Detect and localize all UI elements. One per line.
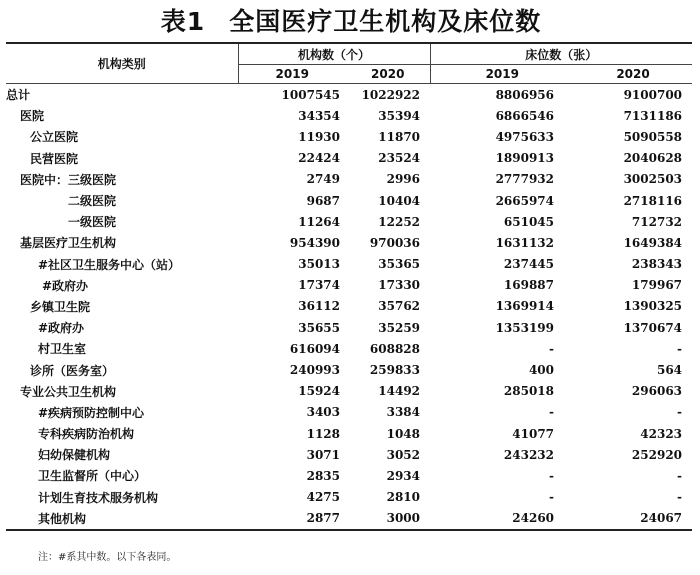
column-header-beds-2020: 2020 xyxy=(574,65,692,84)
table-row xyxy=(6,296,692,317)
cell-institutions-2020: 10404 xyxy=(378,193,421,208)
row-label: 公立医院 xyxy=(30,130,79,145)
cell-beds-2020: 2718116 xyxy=(623,193,683,208)
table-row xyxy=(6,465,692,486)
column-header-inst-2020: 2020 xyxy=(346,65,430,84)
table-row xyxy=(6,359,692,380)
cell-institutions-2019: 35655 xyxy=(298,320,340,335)
cell-beds-2019: 1369914 xyxy=(495,299,555,314)
cell-institutions-2019: 22424 xyxy=(298,151,340,166)
cell-beds-2020: 252920 xyxy=(631,447,683,462)
institutions-beds-table xyxy=(6,42,692,531)
table-row xyxy=(6,105,692,126)
cell-beds-2020: 712732 xyxy=(631,214,683,229)
cell-institutions-2020: 3052 xyxy=(386,447,421,462)
cell-institutions-2020: 14492 xyxy=(378,384,421,399)
cell-institutions-2019: 35013 xyxy=(298,257,340,272)
row-label: 基层医疗卫生机构 xyxy=(20,236,117,251)
footnote: 注：#系其中数。以下各表同。 xyxy=(38,552,177,563)
cell-institutions-2019: 4275 xyxy=(306,490,340,505)
table-number: 表1 xyxy=(160,7,206,36)
row-label: #疾病预防控制中心 xyxy=(38,405,145,420)
cell-institutions-2019: 34354 xyxy=(298,108,340,123)
cell-beds-2019: 1353199 xyxy=(495,320,555,335)
row-label: 一级医院 xyxy=(68,215,117,230)
table-title xyxy=(0,2,700,38)
cell-beds-2019: 651045 xyxy=(503,214,555,229)
cell-beds-2019: 1890913 xyxy=(495,151,555,166)
table-row xyxy=(6,148,692,169)
cell-beds-2019: 2777932 xyxy=(495,172,555,187)
cell-institutions-2020: 2810 xyxy=(386,490,421,505)
table-row xyxy=(6,487,692,508)
table-row xyxy=(6,317,692,338)
cell-institutions-2020: 23524 xyxy=(378,151,421,166)
table-row xyxy=(6,338,692,359)
row-label: 计划生育技术服务机构 xyxy=(38,490,159,505)
cell-beds-2020: - xyxy=(677,490,683,505)
row-label: 专科疾病防治机构 xyxy=(38,427,135,442)
column-header-inst-2019: 2019 xyxy=(238,65,346,84)
cell-beds-2019: - xyxy=(549,405,555,420)
cell-beds-2020: 238343 xyxy=(631,257,683,272)
cell-institutions-2020: 11870 xyxy=(378,129,421,144)
row-label: 医院 xyxy=(20,109,45,124)
row-label: 其他机构 xyxy=(6,508,238,530)
cell-beds-2019: - xyxy=(549,490,555,505)
cell-beds-2020: 7131186 xyxy=(623,108,683,123)
cell-institutions-2019: 9687 xyxy=(306,193,340,208)
cell-beds-2020: - xyxy=(677,405,683,420)
cell-institutions-2019: 3071 xyxy=(306,447,340,462)
row-label: #社区卫生服务中心（站） xyxy=(38,257,181,272)
row-label: 民营医院 xyxy=(30,151,79,166)
table-row xyxy=(6,211,692,232)
cell-beds-2019: 6866546 xyxy=(495,108,555,123)
cell-institutions-2020: 2996 xyxy=(386,172,421,187)
cell-beds-2020: - xyxy=(677,468,683,483)
table-row xyxy=(6,169,692,190)
cell-beds-2019: - xyxy=(549,341,555,356)
cell-institutions-2020: 35394 xyxy=(378,108,421,123)
cell-institutions-2019: 954390 xyxy=(289,235,340,250)
table-row xyxy=(6,444,692,465)
cell-institutions-2019: 2749 xyxy=(306,172,340,187)
cell-institutions-2019: 11930 xyxy=(298,129,340,144)
table-row xyxy=(6,126,692,147)
cell-institutions-2019: 2877 xyxy=(238,508,346,530)
cell-beds-2019: 41077 xyxy=(512,426,555,441)
cell-beds-2020: 42323 xyxy=(640,426,683,441)
cell-beds-2019: - xyxy=(549,468,555,483)
table-body xyxy=(6,84,692,530)
table-row xyxy=(6,232,692,253)
row-label: 卫生监督所（中心） xyxy=(38,469,147,484)
cell-beds-2020: 1649384 xyxy=(623,235,683,250)
row-label: #政府办 xyxy=(38,321,85,336)
cell-institutions-2020: 970036 xyxy=(369,235,421,250)
cell-institutions-2020: 2934 xyxy=(386,468,421,483)
cell-beds-2020: 179967 xyxy=(631,278,683,293)
cell-institutions-2020: 35365 xyxy=(378,257,421,272)
row-label: 村卫生室 xyxy=(38,342,87,357)
cell-institutions-2020: 35259 xyxy=(378,320,421,335)
row-label: 医院中：三级医院 xyxy=(20,172,117,187)
table-title-text: 全国医疗卫生机构及床位数 xyxy=(229,7,542,36)
table-row xyxy=(6,254,692,275)
row-label: 专业公共卫生机构 xyxy=(20,384,117,399)
cell-beds-2020: 564 xyxy=(656,363,683,378)
cell-institutions-2019: 2835 xyxy=(306,468,340,483)
cell-institutions-2019: 15924 xyxy=(298,384,340,399)
cell-institutions-2019: 17374 xyxy=(298,278,340,293)
row-label: 诊所（医务室） xyxy=(30,363,115,378)
cell-beds-2020: 1370674 xyxy=(623,320,683,335)
cell-institutions-2019: 240993 xyxy=(289,363,340,378)
column-group-beds: 床位数（张） xyxy=(430,43,692,65)
row-label: 妇幼保健机构 xyxy=(38,448,111,463)
table-row xyxy=(6,508,692,530)
cell-beds-2020: 296063 xyxy=(631,384,683,399)
cell-beds-2019: 24260 xyxy=(430,508,574,530)
column-group-institutions: 机构数（个） xyxy=(238,43,430,65)
table-row xyxy=(6,84,692,106)
cell-beds-2020: 5090558 xyxy=(623,129,683,144)
table-row xyxy=(6,190,692,211)
cell-beds-2020: 9100700 xyxy=(623,87,683,102)
cell-institutions-2019: 36112 xyxy=(298,299,340,314)
table-row xyxy=(6,402,692,423)
cell-beds-2019: 243232 xyxy=(503,447,555,462)
cell-beds-2020: - xyxy=(677,341,683,356)
table-row xyxy=(6,423,692,444)
row-label: #政府办 xyxy=(42,278,89,293)
cell-institutions-2019: 616094 xyxy=(289,341,340,356)
cell-institutions-2020: 608828 xyxy=(369,341,421,356)
cell-beds-2019: 237445 xyxy=(503,257,555,272)
cell-beds-2019: 2665974 xyxy=(495,193,555,208)
cell-beds-2019: 4975633 xyxy=(495,129,555,144)
cell-beds-2020: 24067 xyxy=(574,508,692,530)
cell-beds-2020: 3002503 xyxy=(623,172,683,187)
row-label: 总计 xyxy=(6,88,31,103)
cell-institutions-2020: 3384 xyxy=(386,405,421,420)
table-row xyxy=(6,381,692,402)
cell-beds-2019: 1631132 xyxy=(495,235,555,250)
cell-beds-2019: 8806956 xyxy=(495,87,555,102)
cell-institutions-2019: 1007545 xyxy=(281,87,340,102)
row-label: 二级医院 xyxy=(68,194,117,209)
cell-institutions-2019: 3403 xyxy=(306,405,340,420)
cell-institutions-2020: 1022922 xyxy=(361,87,421,102)
cell-beds-2020: 2040628 xyxy=(623,151,683,166)
cell-institutions-2020: 1048 xyxy=(386,426,421,441)
cell-institutions-2019: 1128 xyxy=(306,426,340,441)
row-label: 乡镇卫生院 xyxy=(30,299,91,314)
cell-beds-2019: 285018 xyxy=(503,384,555,399)
cell-beds-2020: 1390325 xyxy=(623,299,683,314)
column-header-category: 机构类别 xyxy=(6,43,238,84)
table-row xyxy=(6,275,692,296)
cell-beds-2019: 400 xyxy=(528,363,555,378)
cell-beds-2019: 169887 xyxy=(503,278,555,293)
cell-institutions-2019: 11264 xyxy=(298,214,340,229)
cell-institutions-2020: 12252 xyxy=(378,214,421,229)
cell-institutions-2020: 35762 xyxy=(378,299,421,314)
cell-institutions-2020: 259833 xyxy=(369,363,421,378)
cell-institutions-2020: 3000 xyxy=(346,508,430,530)
column-header-beds-2019: 2019 xyxy=(430,65,574,84)
cell-institutions-2020: 17330 xyxy=(378,278,421,293)
